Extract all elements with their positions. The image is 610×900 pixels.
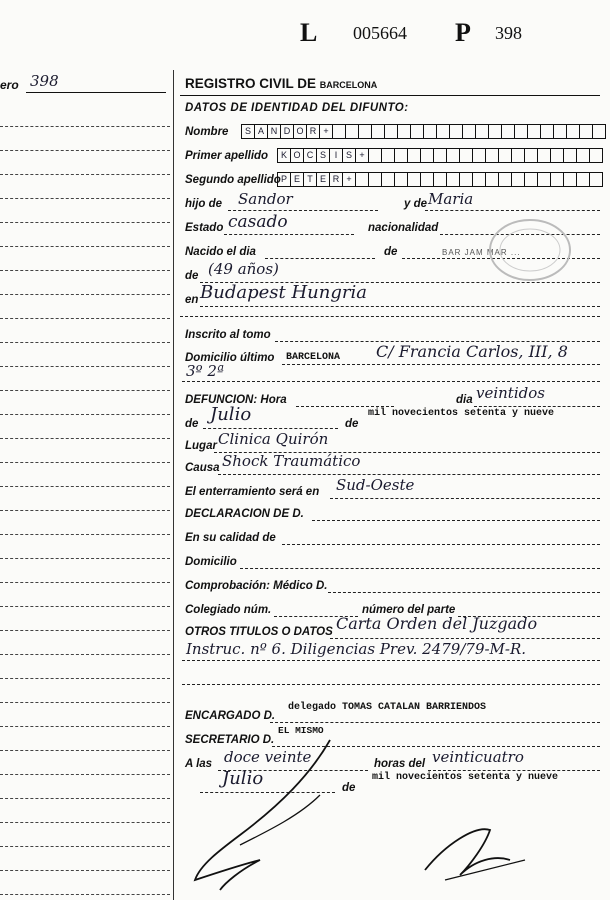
margin-divider [173,70,174,900]
defuncion-dia-value: veintidos [476,384,545,402]
defuncion-de2-label: de [345,418,359,430]
domicilio-street: C/ Francia Carlos, III, 8 [376,342,568,361]
nombre-label: Nombre [185,126,229,138]
nacionalidad-label: nacionalidad [368,222,439,234]
causa-label: Causa [185,462,220,474]
secretario-value: EL MISMO [278,725,324,736]
estado-value: casado [228,212,288,232]
signature-secretario [180,735,370,895]
final-de-label: de [342,782,356,794]
registro-title: REGISTRO CIVIL DE BARCELONA [185,76,378,91]
hijo-label: hijo de [185,198,223,210]
defuncion-dia-label: dia [456,394,473,406]
a-las-label: A las [185,758,213,770]
final-hora: doce veinte [224,748,312,766]
estado-label: Estado [185,222,224,234]
domicilio-city: BARCELONA [286,352,341,363]
defuncion-year: mil novecientos setenta y nueve [368,408,555,419]
otros-line1: Carta Orden del Juzgado [336,614,538,633]
primer-apellido-boxes: K O C S I S + [278,148,603,163]
defuncion-mes: Julio [210,404,252,425]
father-name: Sandor [238,190,293,208]
date-stamp: BAR JAM MAR ... [442,248,521,257]
signature-encargado [415,815,535,890]
nacido-de2-label: de [185,270,199,282]
page-number: 398 [495,23,522,43]
segundo-apellido-label: Segundo apellido [185,174,281,186]
nacido-label: Nacido el dia [185,246,256,258]
lugar-label: Lugar [185,440,217,452]
encargado-label: ENCARGADO D. [185,710,276,722]
age-value: (49 años) [208,260,279,278]
otros-line2: Instruc. nº 6. Diligencias Prev. 2479/79-M-R. [186,640,527,658]
domicilio-floor: 3º 2ª [186,362,225,380]
lugar-value: Clinica Quirón [218,430,329,448]
final-mes: Julio [222,768,264,789]
defuncion-label: DEFUNCION: Hora [185,394,287,406]
final-dia: veinticuatro [432,748,524,766]
causa-value: Shock Traumático [222,452,361,470]
nombre-boxes: S A N D O R + [242,124,606,139]
parte-label: número del parte [362,604,456,616]
horas-del-label: horas del [374,758,426,770]
calidad-label: En su calidad de [185,532,276,544]
colegiado-label: Colegiado núm. [185,604,272,616]
margin-number-value: 398 [30,72,59,90]
enterramiento-label: El enterramiento será en [185,486,320,498]
encargado-value: delegado TOMAS CATALAN BARRIENDOS [288,702,487,713]
volume-number: 005664 [353,23,407,43]
margin-number-label: ero [0,78,19,92]
domicilio2-label: Domicilio [185,556,237,568]
y-de-label: y de [404,198,428,210]
comprobacion-label: Comprobación: Médico D. [185,580,328,592]
nacido-de-label: de [384,246,398,258]
enterramiento-value: Sud-Oeste [336,476,415,494]
final-year: mil novecientos setenta y nueve [372,772,559,783]
primer-apellido-label: Primer apellido [185,150,269,162]
registro-city: BARCELONA [319,80,378,90]
birthplace-value: Budapest Hungria [200,282,367,303]
volume-letter: L [300,18,318,47]
defuncion-de-label: de [185,418,199,430]
domicilio-ultimo-label: Domicilio último [185,352,275,364]
declaracion-label: DECLARACION DE D. [185,508,304,520]
circular-seal [485,215,575,285]
inscrito-label: Inscrito al tomo [185,329,271,341]
secretario-label: SECRETARIO D. [185,734,275,746]
segundo-apellido-boxes: P E T E R + [278,172,603,187]
en-label: en [185,294,199,306]
otros-label: OTROS TITULOS O DATOS [185,626,333,638]
mother-name: Maria [428,190,474,208]
section-title: DATOS DE IDENTIDAD DEL DIFUNTO: [185,102,409,114]
page-letter: P [455,18,471,47]
